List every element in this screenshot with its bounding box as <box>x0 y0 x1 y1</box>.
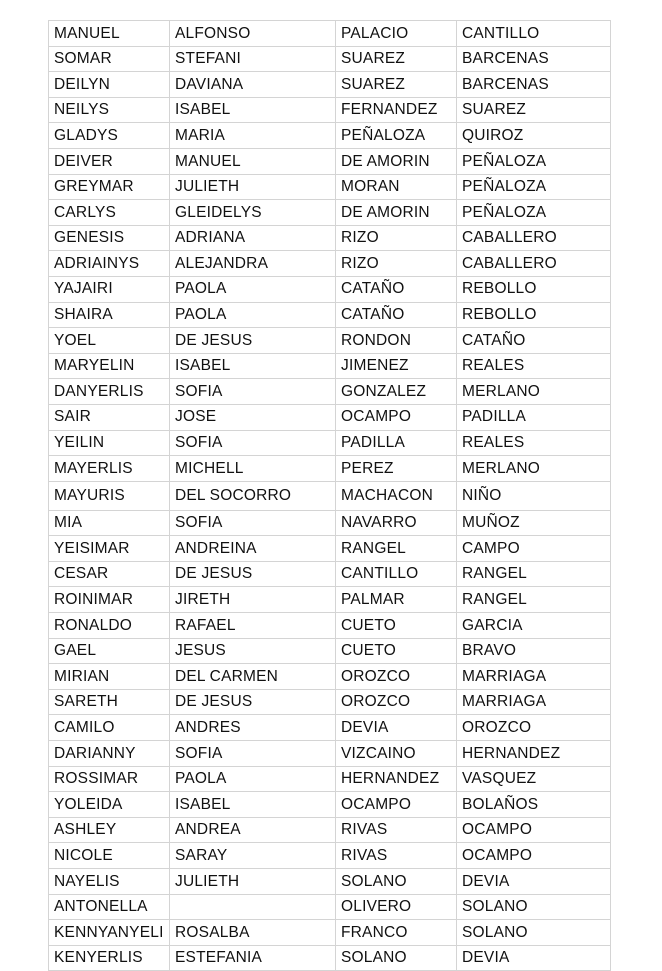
first-surname-cell: JIMENEZ <box>336 353 457 379</box>
middle-name-cell: JOSE <box>170 404 336 430</box>
second-surname-cell: NIÑO <box>457 481 611 510</box>
second-surname-cell: MERLANO <box>457 379 611 405</box>
middle-name-cell: STEFANI <box>170 46 336 72</box>
middle-name-cell <box>170 894 336 920</box>
first-surname-cell: CATAÑO <box>336 302 457 328</box>
first-name-cell: GLADYS <box>49 123 170 149</box>
first-name-cell: YAJAIRI <box>49 276 170 302</box>
first-name-cell: ROSSIMAR <box>49 766 170 792</box>
second-surname-cell: CABALLERO <box>457 225 611 251</box>
table-row <box>49 200 611 226</box>
table-row <box>49 251 611 277</box>
second-surname-cell: OROZCO <box>457 715 611 741</box>
first-surname-cell: OROZCO <box>336 689 457 715</box>
middle-name-cell: MICHELL <box>170 456 336 482</box>
table-row <box>49 404 611 430</box>
middle-name-cell: MANUEL <box>170 148 336 174</box>
second-surname-cell: CATAÑO <box>457 328 611 354</box>
second-surname-cell: MARRIAGA <box>457 664 611 690</box>
second-surname-cell: REALES <box>457 353 611 379</box>
second-surname-cell: REBOLLO <box>457 302 611 328</box>
first-surname-cell: PEREZ <box>336 456 457 482</box>
second-surname-cell: PEÑALOZA <box>457 174 611 200</box>
first-surname-cell: PALACIO <box>336 21 457 47</box>
first-surname-cell: CANTILLO <box>336 561 457 587</box>
table-row <box>49 715 611 741</box>
first-surname-cell: OCAMPO <box>336 404 457 430</box>
table-row <box>49 613 611 639</box>
second-surname-cell: BARCENAS <box>457 46 611 72</box>
table-row <box>49 689 611 715</box>
table-row <box>49 174 611 200</box>
first-name-cell: SAIR <box>49 404 170 430</box>
first-surname-cell: DEVIA <box>336 715 457 741</box>
first-surname-cell: SUAREZ <box>336 46 457 72</box>
middle-name-cell: SARAY <box>170 843 336 869</box>
first-surname-cell: RANGEL <box>336 536 457 562</box>
first-surname-cell: PEÑALOZA <box>336 123 457 149</box>
first-surname-cell: SOLANO <box>336 945 457 971</box>
first-surname-cell: FRANCO <box>336 920 457 946</box>
first-name-cell: SHAIRA <box>49 302 170 328</box>
middle-name-cell: PAOLA <box>170 302 336 328</box>
table-row <box>49 894 611 920</box>
second-surname-cell: DEVIA <box>457 869 611 895</box>
middle-name-cell: ESTEFANIA <box>170 945 336 971</box>
second-surname-cell: CABALLERO <box>457 251 611 277</box>
first-surname-cell: MACHACON <box>336 481 457 510</box>
middle-name-cell: DE JESUS <box>170 689 336 715</box>
middle-name-cell: ISABEL <box>170 97 336 123</box>
second-surname-cell: REBOLLO <box>457 276 611 302</box>
first-name-cell: YOLEIDA <box>49 792 170 818</box>
first-name-cell: SOMAR <box>49 46 170 72</box>
first-name-cell: GAEL <box>49 638 170 664</box>
middle-name-cell: JULIETH <box>170 869 336 895</box>
middle-name-cell: ADRIANA <box>170 225 336 251</box>
table-row <box>49 276 611 302</box>
middle-name-cell: ALFONSO <box>170 21 336 47</box>
first-name-cell: KENNYANYELI <box>49 920 170 946</box>
middle-name-cell: RAFAEL <box>170 613 336 639</box>
first-name-cell: DARIANNY <box>49 741 170 767</box>
second-surname-cell: PEÑALOZA <box>457 148 611 174</box>
first-surname-cell: SOLANO <box>336 869 457 895</box>
table-row <box>49 920 611 946</box>
middle-name-cell: JULIETH <box>170 174 336 200</box>
first-surname-cell: OROZCO <box>336 664 457 690</box>
table-row <box>49 123 611 149</box>
middle-name-cell: ISABEL <box>170 792 336 818</box>
table-row <box>49 536 611 562</box>
first-name-cell: DEILYN <box>49 72 170 98</box>
first-surname-cell: OLIVERO <box>336 894 457 920</box>
first-name-cell: CARLYS <box>49 200 170 226</box>
second-surname-cell: BARCENAS <box>457 72 611 98</box>
second-surname-cell: VASQUEZ <box>457 766 611 792</box>
middle-name-cell: DEL SOCORRO <box>170 481 336 510</box>
first-surname-cell: RIZO <box>336 225 457 251</box>
names-table <box>48 20 611 971</box>
second-surname-cell: BOLAÑOS <box>457 792 611 818</box>
second-surname-cell: SOLANO <box>457 920 611 946</box>
first-name-cell: MIRIAN <box>49 664 170 690</box>
second-surname-cell: QUIROZ <box>457 123 611 149</box>
names-sheet <box>48 20 610 971</box>
first-name-cell: MARYELIN <box>49 353 170 379</box>
second-surname-cell: SUAREZ <box>457 97 611 123</box>
first-surname-cell: RONDON <box>336 328 457 354</box>
first-surname-cell: OCAMPO <box>336 792 457 818</box>
table-row <box>49 72 611 98</box>
second-surname-cell: RANGEL <box>457 561 611 587</box>
middle-name-cell: SOFIA <box>170 510 336 536</box>
middle-name-cell: DEL CARMEN <box>170 664 336 690</box>
second-surname-cell: HERNANDEZ <box>457 741 611 767</box>
first-surname-cell: CUETO <box>336 613 457 639</box>
table-row <box>49 481 611 510</box>
second-surname-cell: BRAVO <box>457 638 611 664</box>
first-surname-cell: MORAN <box>336 174 457 200</box>
names-table-body <box>49 21 611 971</box>
middle-name-cell: JESUS <box>170 638 336 664</box>
first-name-cell: SARETH <box>49 689 170 715</box>
first-name-cell: DANYERLIS <box>49 379 170 405</box>
first-surname-cell: RIZO <box>336 251 457 277</box>
table-row <box>49 379 611 405</box>
table-row <box>49 664 611 690</box>
second-surname-cell: GARCIA <box>457 613 611 639</box>
middle-name-cell: SOFIA <box>170 741 336 767</box>
middle-name-cell: PAOLA <box>170 276 336 302</box>
middle-name-cell: ANDREA <box>170 817 336 843</box>
table-row <box>49 843 611 869</box>
table-row <box>49 97 611 123</box>
second-surname-cell: OCAMPO <box>457 817 611 843</box>
table-row <box>49 587 611 613</box>
first-name-cell: GENESIS <box>49 225 170 251</box>
table-row <box>49 741 611 767</box>
table-row <box>49 302 611 328</box>
second-surname-cell: MUÑOZ <box>457 510 611 536</box>
first-surname-cell: RIVAS <box>336 817 457 843</box>
second-surname-cell: CAMPO <box>457 536 611 562</box>
first-name-cell: RONALDO <box>49 613 170 639</box>
middle-name-cell: DAVIANA <box>170 72 336 98</box>
second-surname-cell: PEÑALOZA <box>457 200 611 226</box>
table-row <box>49 510 611 536</box>
middle-name-cell: ANDREINA <box>170 536 336 562</box>
first-surname-cell: HERNANDEZ <box>336 766 457 792</box>
first-name-cell: YOEL <box>49 328 170 354</box>
first-name-cell: GREYMAR <box>49 174 170 200</box>
first-surname-cell: SUAREZ <box>336 72 457 98</box>
table-row <box>49 46 611 72</box>
middle-name-cell: ISABEL <box>170 353 336 379</box>
first-surname-cell: CUETO <box>336 638 457 664</box>
middle-name-cell: SOFIA <box>170 430 336 456</box>
middle-name-cell: SOFIA <box>170 379 336 405</box>
table-row <box>49 430 611 456</box>
second-surname-cell: MERLANO <box>457 456 611 482</box>
second-surname-cell: PADILLA <box>457 404 611 430</box>
first-surname-cell: DE AMORIN <box>336 200 457 226</box>
first-surname-cell: GONZALEZ <box>336 379 457 405</box>
table-row <box>49 353 611 379</box>
first-name-cell: MIA <box>49 510 170 536</box>
first-name-cell: NAYELIS <box>49 869 170 895</box>
first-name-cell: NICOLE <box>49 843 170 869</box>
first-name-cell: YEILIN <box>49 430 170 456</box>
middle-name-cell: ALEJANDRA <box>170 251 336 277</box>
first-name-cell: CAMILO <box>49 715 170 741</box>
table-row <box>49 869 611 895</box>
first-surname-cell: VIZCAINO <box>336 741 457 767</box>
first-name-cell: DEIVER <box>49 148 170 174</box>
first-surname-cell: FERNANDEZ <box>336 97 457 123</box>
middle-name-cell: JIRETH <box>170 587 336 613</box>
second-surname-cell: CANTILLO <box>457 21 611 47</box>
middle-name-cell: PAOLA <box>170 766 336 792</box>
table-row <box>49 561 611 587</box>
second-surname-cell: MARRIAGA <box>457 689 611 715</box>
first-name-cell: MAYURIS <box>49 481 170 510</box>
middle-name-cell: ANDRES <box>170 715 336 741</box>
first-name-cell: ROINIMAR <box>49 587 170 613</box>
first-name-cell: ASHLEY <box>49 817 170 843</box>
table-row <box>49 225 611 251</box>
table-row <box>49 21 611 47</box>
first-surname-cell: CATAÑO <box>336 276 457 302</box>
first-surname-cell: PALMAR <box>336 587 457 613</box>
middle-name-cell: MARIA <box>170 123 336 149</box>
table-row <box>49 638 611 664</box>
table-row <box>49 945 611 971</box>
first-name-cell: YEISIMAR <box>49 536 170 562</box>
middle-name-cell: ROSALBA <box>170 920 336 946</box>
first-name-cell: MANUEL <box>49 21 170 47</box>
first-name-cell: KENYERLIS <box>49 945 170 971</box>
table-row <box>49 792 611 818</box>
first-name-cell: MAYERLIS <box>49 456 170 482</box>
middle-name-cell: DE JESUS <box>170 561 336 587</box>
second-surname-cell: DEVIA <box>457 945 611 971</box>
second-surname-cell: REALES <box>457 430 611 456</box>
first-name-cell: ANTONELLA <box>49 894 170 920</box>
table-row <box>49 456 611 482</box>
first-surname-cell: DE AMORIN <box>336 148 457 174</box>
second-surname-cell: OCAMPO <box>457 843 611 869</box>
second-surname-cell: SOLANO <box>457 894 611 920</box>
first-name-cell: CESAR <box>49 561 170 587</box>
middle-name-cell: DE JESUS <box>170 328 336 354</box>
table-row <box>49 766 611 792</box>
table-row <box>49 817 611 843</box>
first-surname-cell: NAVARRO <box>336 510 457 536</box>
table-row <box>49 328 611 354</box>
first-name-cell: NEILYS <box>49 97 170 123</box>
first-name-cell: ADRIAINYS <box>49 251 170 277</box>
first-surname-cell: PADILLA <box>336 430 457 456</box>
table-row <box>49 148 611 174</box>
middle-name-cell: GLEIDELYS <box>170 200 336 226</box>
second-surname-cell: RANGEL <box>457 587 611 613</box>
first-surname-cell: RIVAS <box>336 843 457 869</box>
